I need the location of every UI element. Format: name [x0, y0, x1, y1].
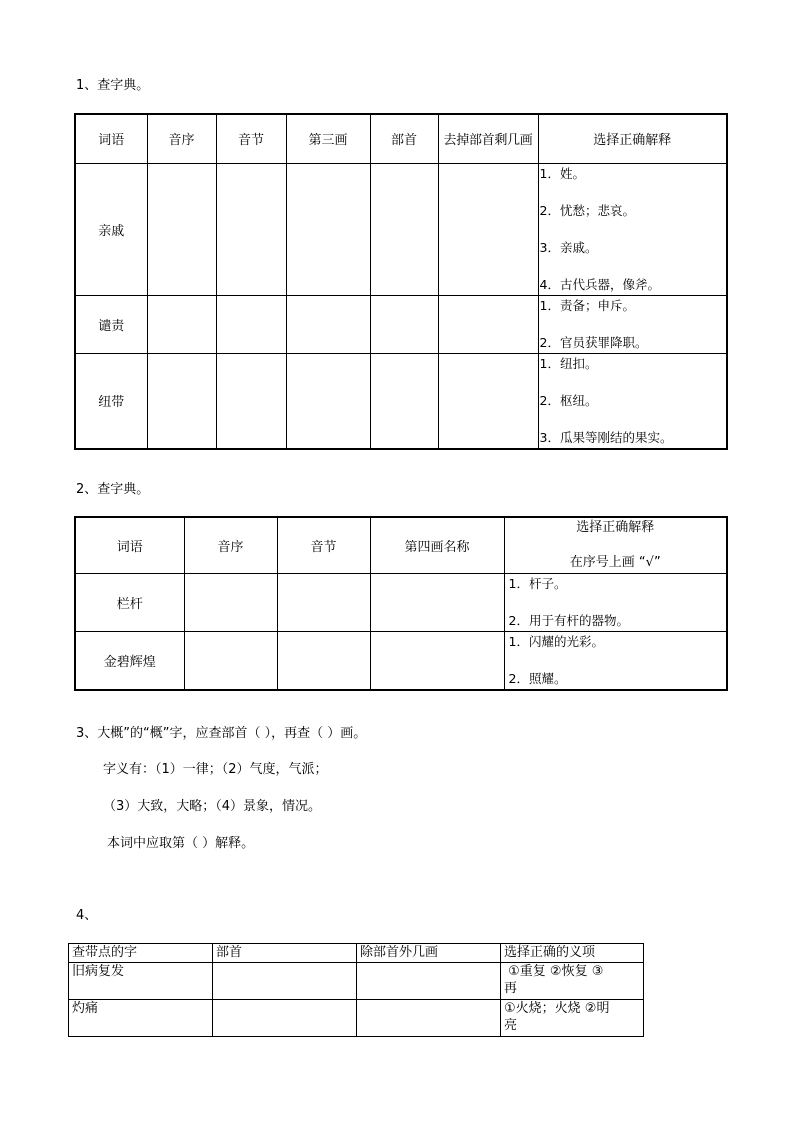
section3-meanings-line1: 字义有：（1）一律；（2）气度，气派； [103, 762, 328, 777]
option-text[interactable]: 1．责备；申斥。 [539, 297, 635, 313]
header-cell: 词语 [75, 517, 184, 573]
header-cell: 除部首外几画 [357, 944, 501, 963]
option-text[interactable]: 再 [504, 981, 518, 996]
table-row [75, 631, 727, 690]
header-line: 在序号上画 “√” [569, 555, 661, 570]
answer-cell[interactable] [357, 1000, 501, 1037]
header-cell: 第三画 [286, 114, 370, 163]
option-text[interactable]: 2．枢纽。 [539, 392, 598, 408]
answer-cell[interactable] [277, 573, 370, 631]
header-cell: 第四画名称 [370, 517, 504, 573]
option-text[interactable]: 2．官员获罪降职。 [539, 334, 648, 350]
section3-instruction: 本词中应取第（ ）解释。 [107, 836, 255, 851]
header-cell: 查带点的字 [69, 944, 213, 963]
option-text[interactable]: ①火烧；火烧 ②明 [504, 1001, 610, 1016]
table-row [75, 353, 727, 449]
word-cell: 灼痛 [69, 1000, 213, 1037]
option-text[interactable]: 1．闪耀的光彩。 [508, 633, 604, 649]
answer-cell[interactable] [438, 353, 538, 449]
header-cell: 选择正确的义项 [501, 944, 644, 963]
options-cell [501, 963, 644, 1000]
answer-cell[interactable] [370, 295, 438, 353]
section2-heading: 2、查字典。 [76, 482, 150, 497]
option-text[interactable]: 3．瓜果等刚结的果实。 [539, 429, 673, 445]
answer-cell[interactable] [357, 963, 501, 1000]
table-row [69, 1000, 644, 1037]
options-cell [504, 573, 727, 631]
answer-cell[interactable] [216, 353, 286, 449]
header-cell [504, 517, 727, 573]
answer-cell[interactable] [213, 963, 357, 1000]
word-cell: 纽带 [75, 353, 147, 449]
answer-cell[interactable] [286, 295, 370, 353]
answer-cell[interactable] [216, 163, 286, 295]
dictionary-table-2 [74, 516, 728, 691]
section1-heading: 1、查字典。 [76, 78, 150, 93]
header-cell: 选择正确解释 [538, 114, 727, 163]
word-cell: 亲戚 [75, 163, 147, 295]
word-cell: 谴责 [75, 295, 147, 353]
word-cell: 栏杆 [75, 573, 184, 631]
answer-cell[interactable] [277, 631, 370, 690]
word-cell: 旧病复发 [69, 963, 213, 1000]
option-text[interactable]: 亮 [504, 1018, 518, 1033]
word-cell: 金碧辉煌 [75, 631, 184, 690]
header-cell: 部首 [213, 944, 357, 963]
answer-cell[interactable] [147, 295, 216, 353]
table-row [75, 163, 727, 295]
option-text[interactable]: 2．忧愁；悲哀。 [539, 202, 635, 218]
option-text[interactable]: 3．亲戚。 [539, 239, 598, 255]
answer-cell[interactable] [147, 163, 216, 295]
header-cell: 音序 [184, 517, 277, 573]
table-row [75, 295, 727, 353]
header-cell: 部首 [370, 114, 438, 163]
section4-heading: 4、 [76, 908, 98, 923]
answer-cell[interactable] [213, 1000, 357, 1037]
answer-cell[interactable] [438, 295, 538, 353]
answer-cell[interactable] [184, 573, 277, 631]
answer-cell[interactable] [286, 353, 370, 449]
dictionary-table-1 [74, 113, 728, 450]
options-cell [501, 1000, 644, 1037]
option-text[interactable]: 1．纽扣。 [539, 355, 598, 371]
answer-cell[interactable] [147, 353, 216, 449]
options-cell [538, 353, 727, 449]
header-cell: 音序 [147, 114, 216, 163]
option-text[interactable]: 2．照耀。 [508, 670, 567, 686]
option-text[interactable]: 2．用于有杆的器物。 [508, 612, 629, 628]
option-text[interactable]: ①重复 ②恢复 ③ [504, 964, 604, 979]
answer-cell[interactable] [370, 163, 438, 295]
header-line: 选择正确解释 [576, 520, 655, 535]
dictionary-table-4 [68, 943, 644, 1037]
section3-question: 3、大概”的“概”字，应查部首（ ），再查（ ）画。 [76, 726, 367, 741]
table-row [75, 573, 727, 631]
answer-cell[interactable] [370, 573, 504, 631]
header-cell: 音节 [216, 114, 286, 163]
header-cell: 音节 [277, 517, 370, 573]
answer-cell[interactable] [370, 631, 504, 690]
answer-cell[interactable] [286, 163, 370, 295]
header-cell: 去掉部首剩几画 [438, 114, 538, 163]
answer-cell[interactable] [438, 163, 538, 295]
section3-meanings-line2: （3）大致，大略；（4）景象，情况。 [103, 799, 322, 814]
options-cell [538, 295, 727, 353]
answer-cell[interactable] [184, 631, 277, 690]
table-row [69, 963, 644, 1000]
option-text[interactable]: 4．古代兵器，像斧。 [539, 276, 660, 292]
option-text[interactable]: 1．杆子。 [508, 575, 567, 591]
options-cell [504, 631, 727, 690]
answer-cell[interactable] [370, 353, 438, 449]
header-cell: 词语 [75, 114, 147, 163]
answer-cell[interactable] [216, 295, 286, 353]
options-cell [538, 163, 727, 295]
option-text[interactable]: 1．姓。 [539, 165, 585, 181]
